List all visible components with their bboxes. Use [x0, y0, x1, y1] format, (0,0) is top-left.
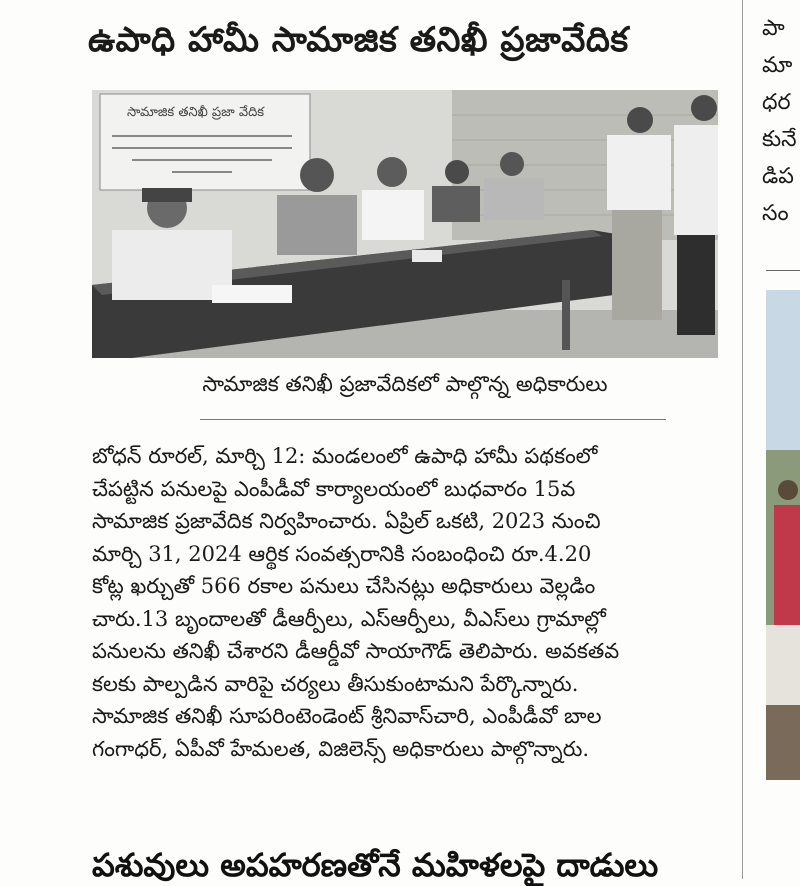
body-line: సామాజిక తనిఖీ సూపరింటెండెంట్ శ్రీనివాస్‌చారి, ఎంపీడీవో బాల: [92, 704, 602, 728]
adjacent-divider: [766, 270, 800, 271]
body-line: గంగాధర్, ఏపీవో హేమలత, విజిలెన్స్ అధికారులు పాల్గొన్నారు.: [92, 736, 590, 761]
body-line: మార్చి 31, 2024 ఆర్థిక సంవత్సరానికి సంబంధించి రూ.4.20: [92, 541, 592, 566]
body-line: పనులను తనిఖీ చేశారని డీఆర్డీవో సాయాగౌడ్ తెలిపారు. అవకతవ: [92, 639, 620, 663]
adjacent-photo: [766, 290, 800, 780]
adjacent-line: సం: [762, 201, 789, 226]
adjacent-line: పా: [762, 16, 785, 41]
body-line: కలకు పాల్పడిన వారిపై చర్యలు తీసుకుంటామని పేర్కొన్నారు.: [92, 671, 579, 696]
caption-divider: [200, 419, 666, 420]
column-divider: [742, 0, 743, 879]
adjacent-line: మా: [762, 53, 793, 78]
body-line: చారు.13 బృందాలతో డీఆర్పీలు, ఎస్ఆర్పీలు, వీఎస్‌లు గ్రామాల్లో: [92, 606, 606, 631]
body-line: చేపట్టిన పనులపై ఎంపీడీవో కార్యాలయంలో బుధవారం 15వ: [92, 476, 576, 501]
body-line: కోట్ల ఖర్చుతో 566 రకాల పనులు చేసినట్లు అధికారులు వెల్లడిం: [92, 574, 596, 598]
clipped-top-line: [90, 0, 730, 8]
article-body: [92, 440, 718, 765]
adjacent-column-text: [762, 0, 800, 232]
article-headline: ఉపాధి హామీ సామాజిక తనిఖీ ప్రజావేదిక: [88, 20, 629, 60]
adjacent-line: డిప: [762, 164, 794, 189]
news-photo: [92, 90, 718, 358]
banner-text: సామాజిక తనిఖీ ప్రజా వేదిక: [127, 105, 265, 120]
adjacent-line: ధర: [762, 90, 791, 115]
photo-caption: సామాజిక తనిఖీ ప్రజావేదికలో పాల్గొన్న అధికారులు: [202, 372, 608, 396]
adjacent-line: కునే: [762, 127, 797, 152]
body-line: బోధన్ రూరల్, మార్చి 12: మండలంలో ఉపాధి హామీ పథకంలో: [92, 444, 598, 468]
body-line: సామాజిక ప్రజావేదిక నిర్వహించారు. ఏప్రిల్ ఒకటి, 2023 నుంచి: [92, 509, 601, 533]
next-article-headline: పశువులు అపహరణతోనే మహిళలపై దాడులు: [92, 846, 659, 884]
